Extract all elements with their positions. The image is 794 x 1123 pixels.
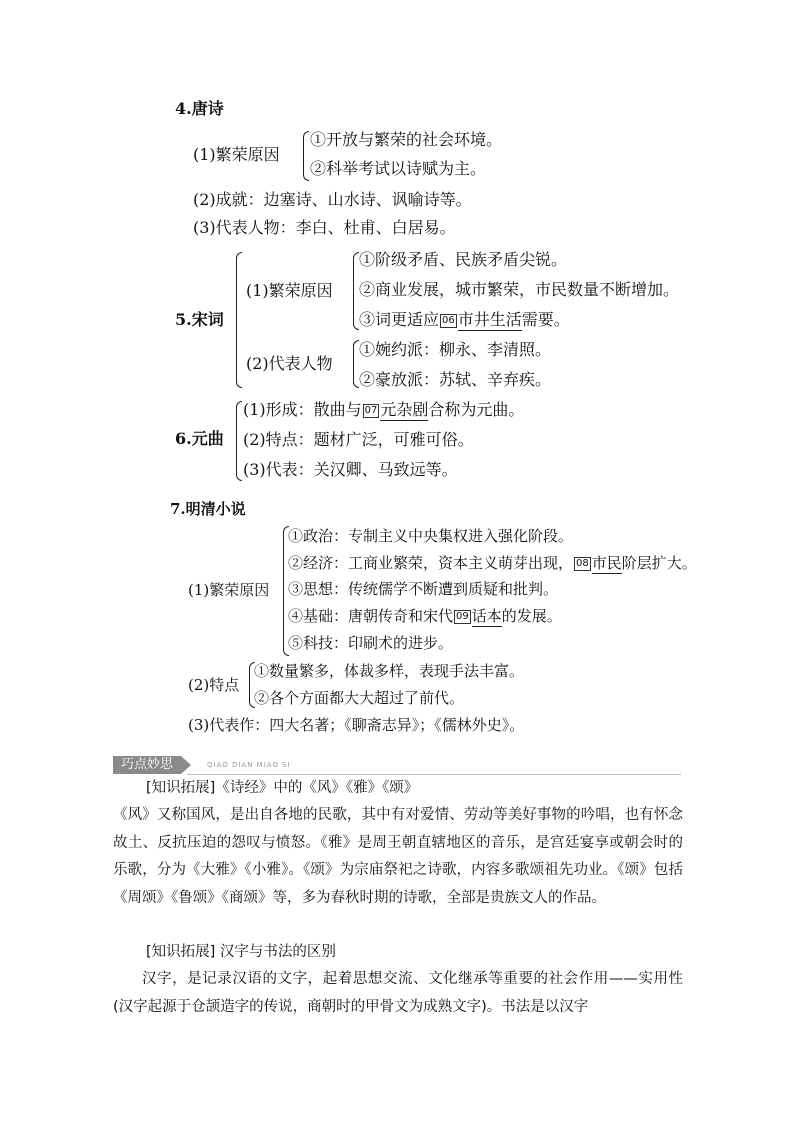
answer-key: 市民 [591,554,622,572]
ext2-heading: [知识拓展] 汉字与书法的区别 [146,944,336,960]
s5-r1-item-2: ②商业发展，城市繁荣，市民数量不断增加。 [359,280,680,299]
s6-r2: (2)特点：题材广泛，可雅可俗。 [243,430,474,449]
s7-r1-item-2 [288,551,697,575]
s4-r3: (3)代表人物：李白、杜甫、白居易。 [193,218,456,237]
s5-r1-item-3 [359,308,570,332]
text: 合称为元曲。 [428,400,525,419]
s4-r1-item-1: ①开放与繁荣的社会环境。 [310,130,503,149]
section-7-title: 7.明清小说 [170,500,246,518]
s7-r3: (3)代表作：四大名著；《聊斋志异》；《儒林外史》。 [188,716,525,734]
s7-r2-item-2: ②各个方面都大大超过了前代。 [254,689,465,707]
answer-number: 08 [576,558,589,569]
s4-r1-label: (1)繁荣原因 [193,145,280,164]
tips-banner [113,754,681,776]
text: 需要。 [521,310,570,329]
s7-r2-item-1: ①数量繁多，体裁多样，表现手法丰富。 [254,662,525,680]
brace [303,131,309,181]
s7-r1-item-1: ①政治：专制主义中央集权进入强化阶段。 [288,527,574,545]
answer-key: 市井生活 [457,310,522,329]
s5-r2-item-2: ②豪放派：苏轼、辛弃疾。 [359,370,552,389]
divider [187,774,681,775]
answer-number: 06 [442,315,455,326]
section-5-title: 5.宋词 [175,310,224,329]
s7-r1-item-4 [288,604,562,628]
text: ②经济：工商业繁荣，资本主义萌芽出现， [288,554,574,572]
s5-r2-label: (2)代表人物 [246,354,333,373]
s4-r1-item-2: ②科举考试以诗赋为主。 [310,159,487,178]
text: ④基础：唐朝传奇和宋代 [288,607,454,625]
ext1-heading: [知识拓展]《诗经》中的《风》《雅》《颂》 [146,780,419,796]
text: 阶层扩大。 [621,554,697,572]
ext1-body: 《风》又称国风，是出自各地的民歌，其中有对爱情、劳动等美好事物的吟唱，也有怀念故土、反抗压迫的怨叹与愤怒。《雅》是周王朝直辖地区的音乐，是宫廷宴享或朝会时的乐歌，分为《大雅》《小雅》。《颂》为宗庙祭祀之诗歌，内容多歌颂祖先功业。《颂》包括《周颂》《鲁颂》《商颂》等，多为春秋时期的诗歌，全部是贵族文人的作品。 [113,807,683,906]
answer-number: 09 [456,611,469,622]
s5-r1-label: (1)繁荣原因 [246,281,333,300]
answer-key: 话本 [471,607,502,625]
s7-r1-label: (1)繁荣原因 [188,581,270,599]
s7-r1-item-5: ⑤科技：印刷术的进步。 [288,634,454,652]
s4-r2: (2)成就：边塞诗、山水诗、讽喻诗等。 [193,190,472,209]
text: 的发展。 [501,607,562,625]
text: (1)形成：散曲与 [243,400,362,419]
s6-r3: (3)代表：关汉卿、马致远等。 [243,460,458,479]
answer-number: 07 [364,405,378,416]
brace [236,252,242,388]
section-6-title: 6.元曲 [175,429,224,448]
s5-r2-item-1: ①婉约派：柳永、李清照。 [359,340,552,359]
ext2-body: 汉字，是记录汉语的文字，起着思想交流、文化继承等重要的社会作用——实用性(汉字起源于仓颉造字的传说，商朝时的甲骨文为成熟文字)。书法是以汉字 [113,971,683,1015]
text: ③词更适应 [359,310,440,329]
brace [236,401,242,481]
s7-r1-item-3: ③思想：传统儒学不断遭到质疑和批判。 [288,580,559,598]
s7-r2-label: (2)特点 [188,676,240,694]
banner-subtitle: QIAO DIAN MIAO SI [207,761,291,769]
banner-tag: 巧点妙思 [113,756,181,774]
section-4-title: 4.唐诗 [175,99,224,118]
s6-r1 [243,398,524,422]
s5-r1-item-1: ①阶级矛盾、民族矛盾尖锐。 [359,250,568,269]
answer-key: 元杂剧 [380,400,429,419]
